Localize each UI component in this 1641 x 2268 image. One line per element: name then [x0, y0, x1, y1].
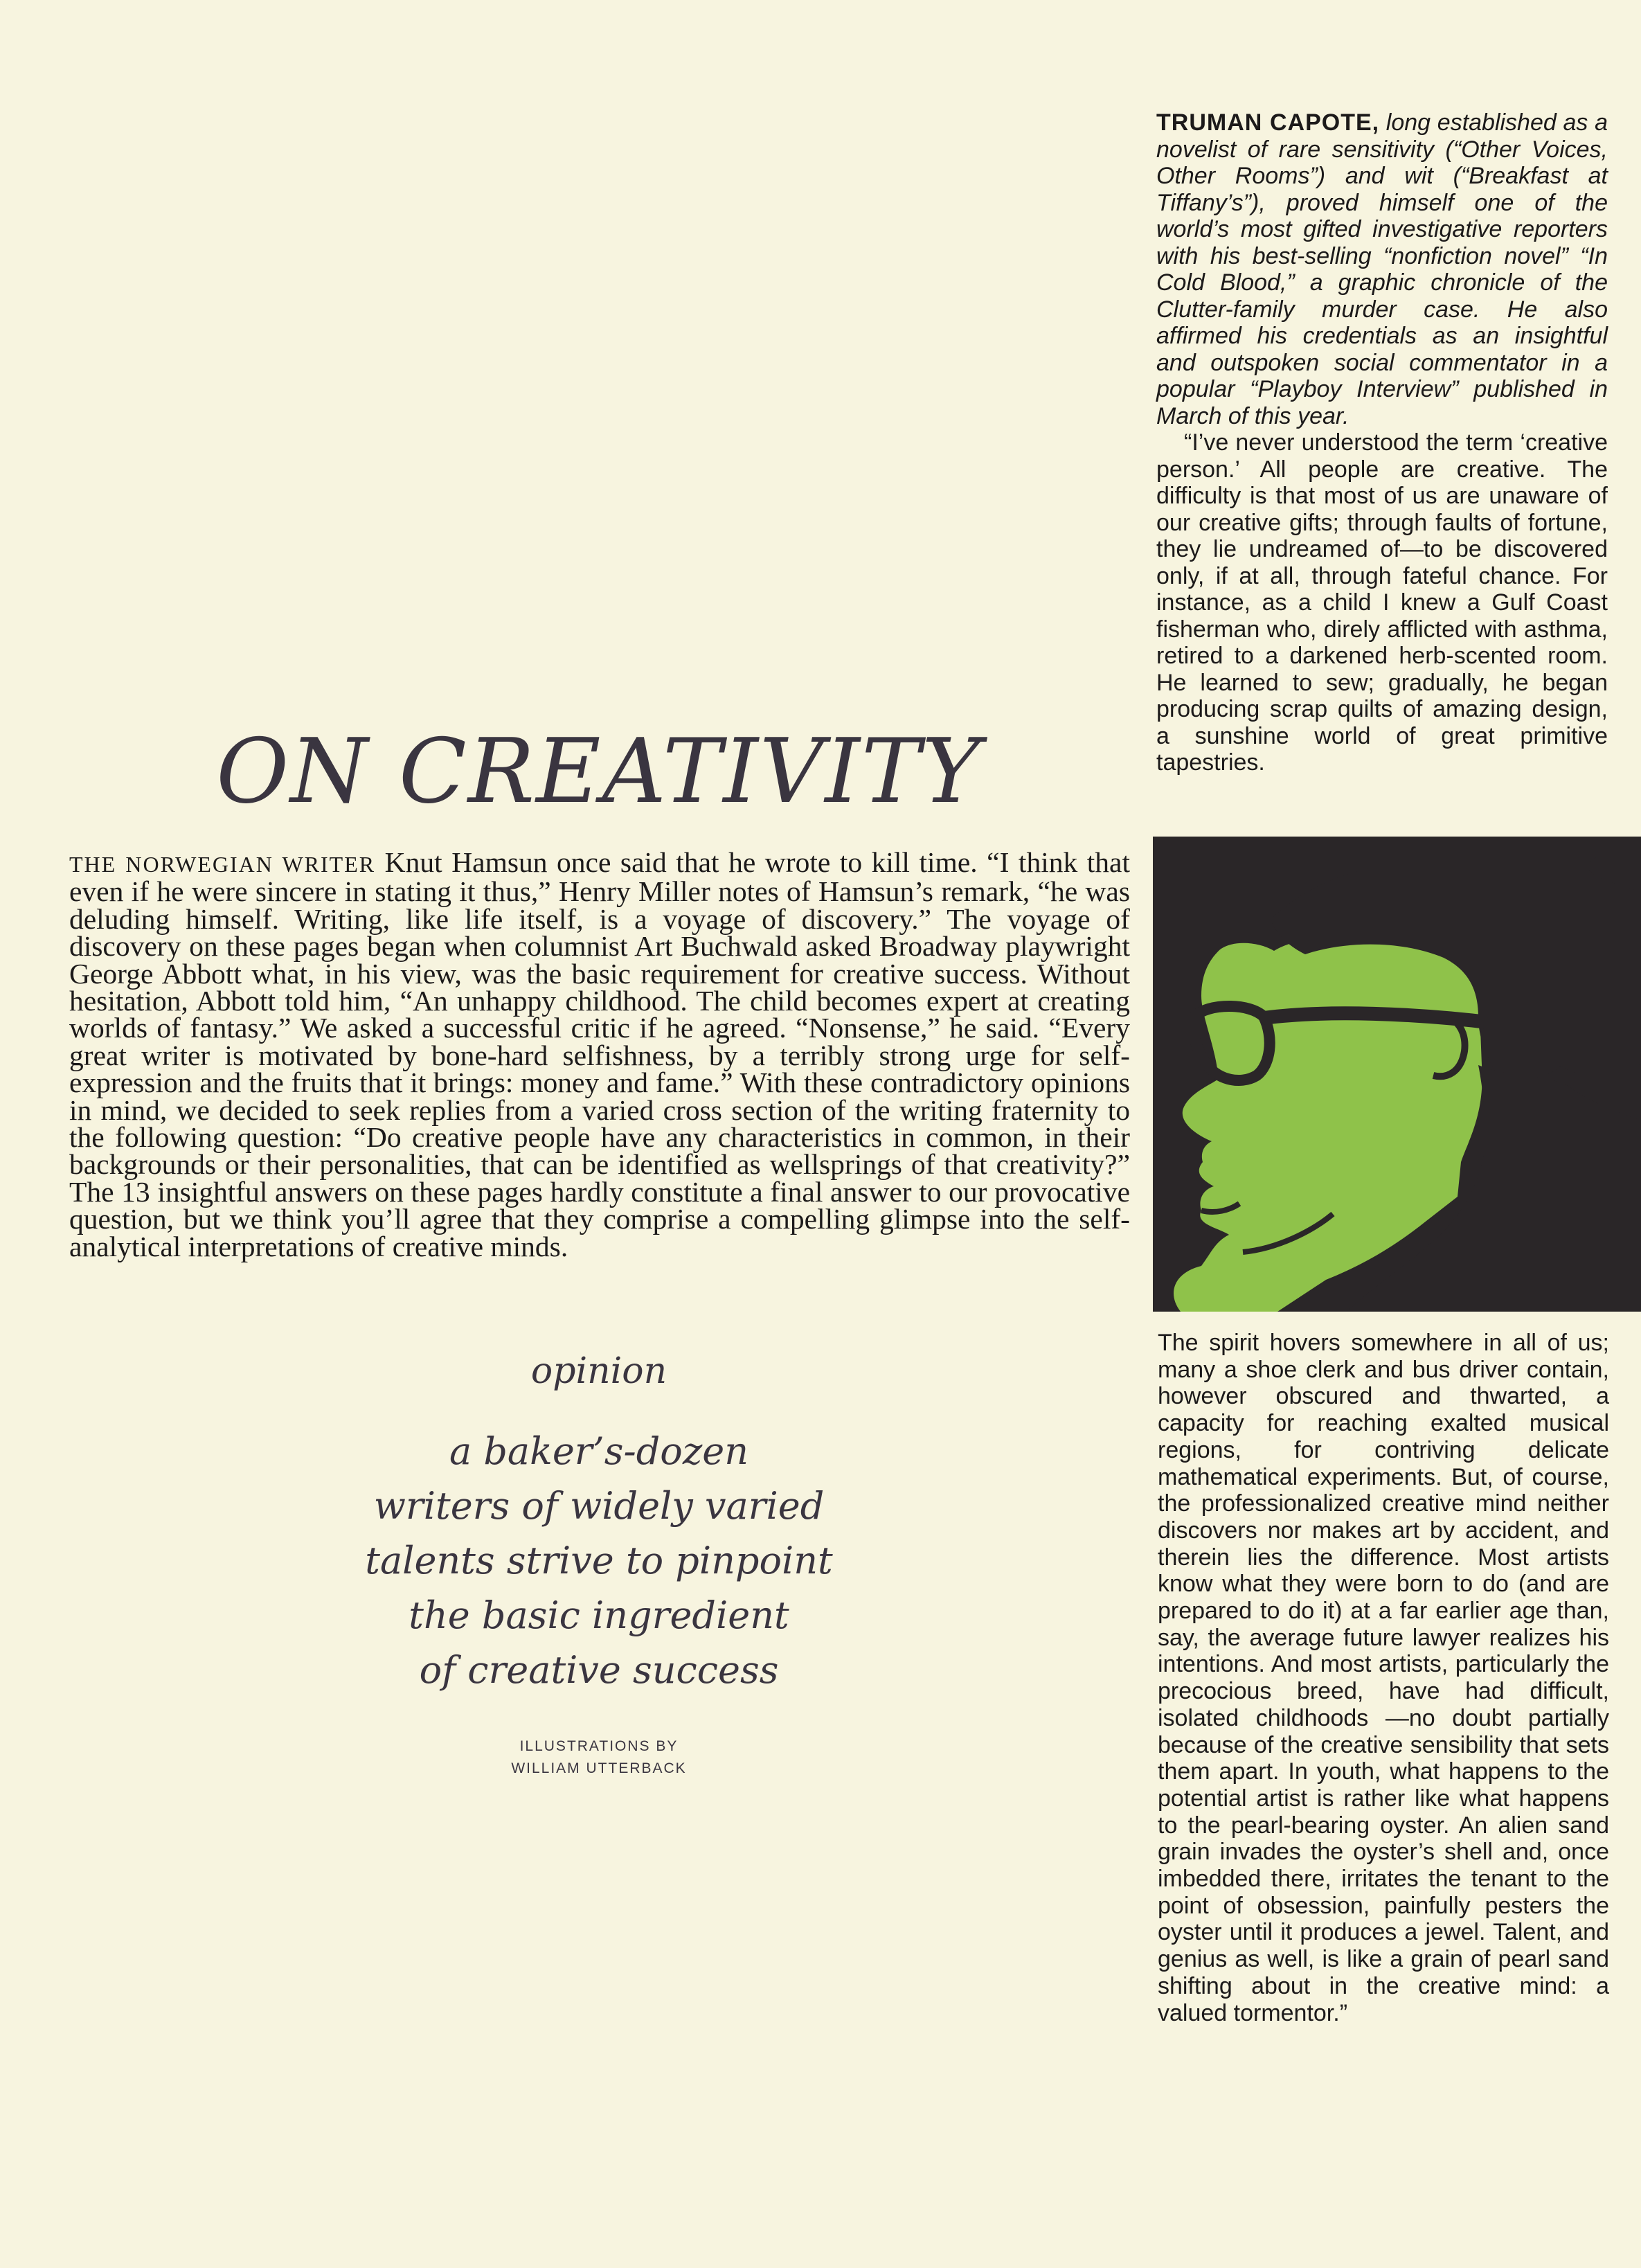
author-portrait-illustration	[1153, 837, 1641, 1312]
author-description: long established as a novelist of rare sensitivity (“Other Voices, Other Rooms”) and wit (“Breakfast at Tiffany’s”), proved himself one of the world’s most gifted investigative reporters with his best-selling “nonfiction novel” “In Cold Blood,” a graphic chronicle of the Clutter-family murder case. He also affirmed his credentials as an insightful and outspoken social commentator in a popular “Playboy Interview” published in March of this year.	[1156, 109, 1608, 429]
article-subhead	[69, 1350, 1129, 1697]
article-introduction	[69, 846, 1131, 1262]
author-intro	[1156, 109, 1608, 429]
article-body-text: Knut Hamsun once said that he wrote to kill time. “I think that even if he were sincere in stating it thus,” Henry Miller notes of Hamsun’s remark, “he was deluding himself. Writing, like life itself, is a voyage of discovery.” The voyage of discovery on these pages began when columnist Art Buchwald asked Broadway playwright George Abbott what, in his view, was the basic requirement for creative success. Without hesitation, Abbott told him, “An unhappy childhood. The child becomes expert at creating worlds of fantasy.” We asked a successful critic if he agreed. “Nonsense,” he said. “Every great writer is motivated by bone-hard selfishness, by a terribly strong urge for self-expression and the fruits that it brings: money and fame.” With these contradictory opinions in mind, we decided to seek replies from a varied cross section of the writing fraternity to the following question: “Do creative people have any characteristics in common, in their backgrounds or their personalities, that can be identified as wellsprings of that creativity?” The 13 insightful answers on these pages hardly constitute a final answer to our provocative question, but we think you’ll agree that they comprise a compelling glimpse into the self-analytical interpretations of creative minds.	[69, 846, 1131, 1262]
credits-line: ILLUSTRATIONS BY	[519, 1738, 679, 1754]
subhead-line: writers of widely varied	[373, 1484, 825, 1528]
credits-line: WILLIAM UTTERBACK	[511, 1760, 687, 1776]
author-quote-part-2: The spirit hovers somewhere in all of us; many a shoe clerk and bus driver contain, however obscured and thwarted, a capacity for reaching exalted musical regions, for contriving delicate mathematical experiments. But, of course, the professionalized creative mind neither discovers nor makes art by accident, and therein lies the difference. Most artists know what they were born to do (and are prepared to do it) at a far earlier age than, say, the average future lawyer realizes his intentions. And most artists, particularly the precocious breed, have had difficult, isolated childhoods —no doubt partially because of the creative sensibility that sets them apart. In youth, what happens to the potential artist is rather like what happens to the pearl-bearing oyster. An alien sand grain invades the oyster’s shell and, once imbedded there, irritates the tenant to the point of obsession, painfully pesters the oyster until it produces a jewel. Talent, and genius as well, is like a grain of pearl sand shifting about in the creative mind: a valued tormentor.”	[1158, 1330, 1609, 2026]
subhead-label: opinion	[530, 1350, 667, 1392]
subhead-line: a baker’s-dozen	[449, 1429, 748, 1473]
subhead-line: of creative success	[419, 1648, 779, 1692]
illustration-credits	[69, 1735, 1129, 1780]
subhead-line: the basic ingredient	[409, 1593, 789, 1637]
author-bio-column	[1156, 109, 1608, 776]
subhead-line: talents strive to pinpoint	[365, 1539, 833, 1582]
article-title: ON CREATIVITY	[216, 720, 982, 823]
author-name: TRUMAN CAPOTE,	[1156, 109, 1380, 136]
author-quote-part-1: “I’ve never understood the term ‘creative person.’ All people are creative. The difficulty is that most of us are unaware of our creative gifts; through faults of fortune, they lie undreamed of—to be discovered only, if at all, through fateful chance. For instance, as a child I knew a Gulf Coast fisherman who, direly afflicted with asthma, retired to a darkened herb-scented room. He learned to sew; gradually, he began producing scrap quilts of amazing design, a sunshine world of great primitive tapestries.	[1156, 429, 1608, 776]
article-lead-in: THE NORWEGIAN WRITER	[69, 852, 376, 877]
